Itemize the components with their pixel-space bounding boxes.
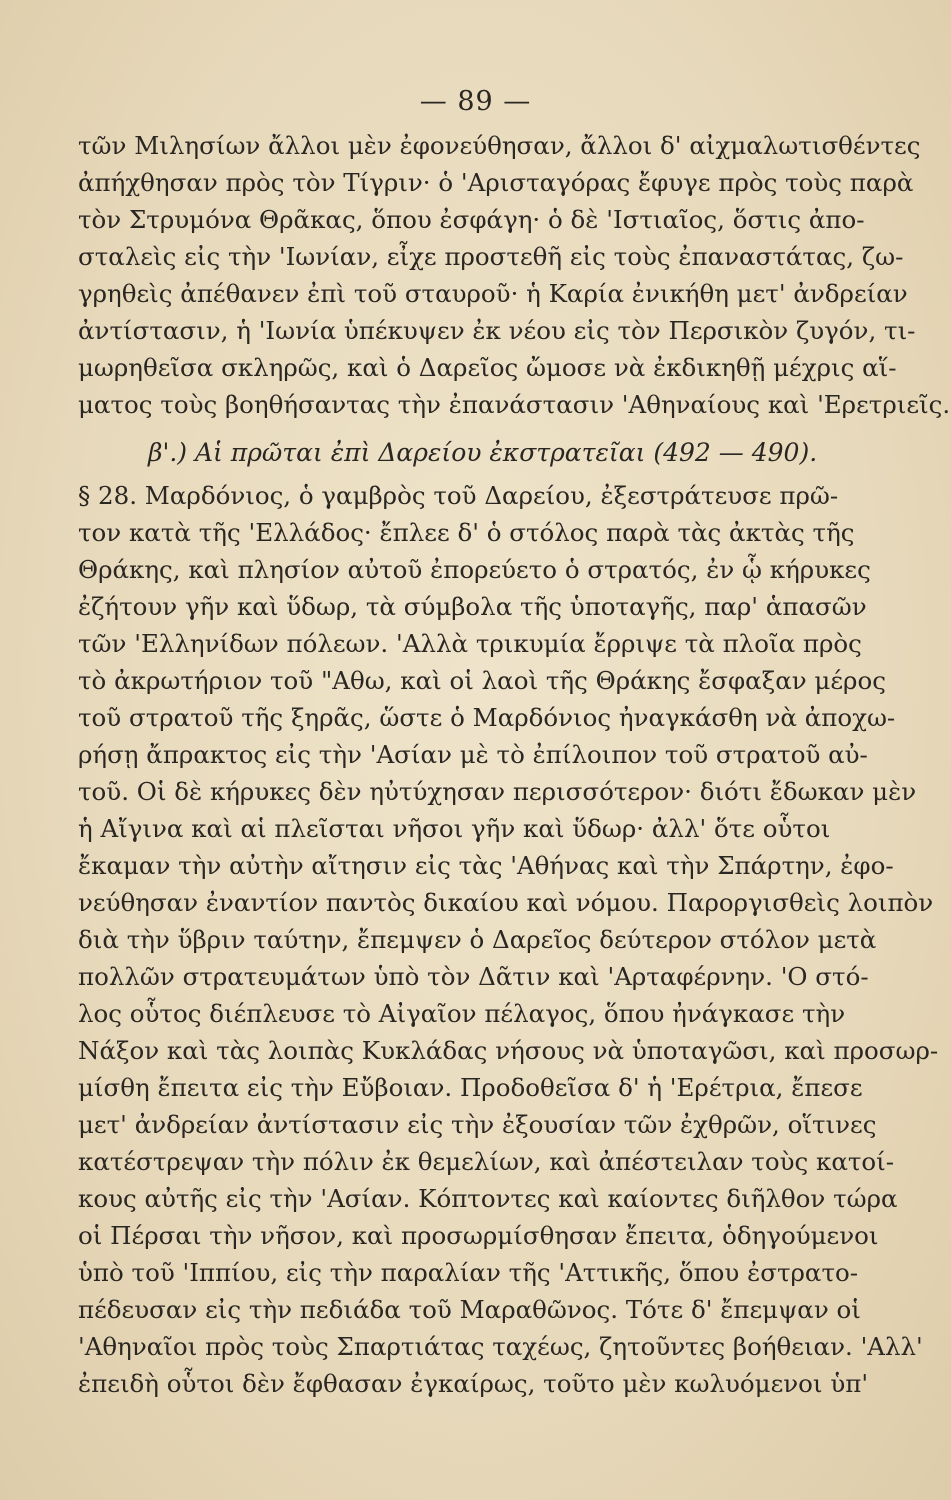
text-line: τὸ ἀκρωτήριον τοῦ "Αθω, καὶ οἱ λαοὶ τῆς Θράκης ἔσφαξαν μέρος	[78, 666, 886, 695]
text-line: μετ' ἀνδρείαν ἀντίστασιν εἰς τὴν ἐξουσίαν τῶν ἐχθρῶν, οἵτινες	[78, 1110, 877, 1139]
text-line: κατέστρεψαν τὴν πόλιν ἐκ θεμελίων, καὶ ἀπέστειλαν τοὺς κατοί-	[78, 1147, 895, 1176]
text-line: ἐζήτουν γῆν καὶ ὕδωρ, τὰ σύμβολα τῆς ὑποταγῆς, παρ' ἁπασῶν	[78, 592, 867, 621]
text-line: τῶν Μιλησίων ἄλλοι μὲν ἐφονεύθησαν, ἄλλοι δ' αἰχμαλωτισθέντες	[78, 131, 921, 160]
text-line: § 28. Μαρδόνιος, ὁ γαμβρὸς τοῦ Δαρείου, ἐξεστράτευσε πρῶ-	[78, 481, 839, 510]
text-line: τοῦ. Οἱ δὲ κήρυκες δὲν ηὐτύχησαν περισσότερον· διότι ἔδωκαν μὲν	[78, 777, 917, 806]
text-line: ἀντίστασιν, ἡ 'Ιωνία ὑπέκυψεν ἐκ νέου εἰς τὸν Περσικὸν ζυγόν, τι-	[78, 316, 916, 345]
text-line: νεύθησαν ἐναντίον παντὸς δικαίου καὶ νόμου. Παροργισθεὶς λοιπὸν	[78, 888, 934, 917]
text-line: λος οὗτος διέπλευσε τὸ Αἰγαῖον πέλαγος, ὅπου ἠνάγκασε τὴν	[78, 999, 846, 1028]
text-line: ὑπὸ τοῦ 'Ιππίου, εἰς τὴν παραλίαν τῆς 'Αττικῆς, ὅπου ἐστρατο-	[78, 1258, 859, 1287]
text-line: 'Αθηναῖοι πρὸς τοὺς Σπαρτιάτας ταχέως, ζητοῦντες βοήθειαν. 'Αλλ'	[78, 1332, 923, 1361]
text-line: τὸν Στρυμόνα Θρᾶκας, ὅπου ἐσφάγη· ὁ δὲ 'Ιστιαῖος, ὅστις ἀπο-	[78, 205, 865, 234]
text-line: ἐπειδὴ οὗτοι δὲν ἔφθασαν ἐγκαίρως, τοῦτο μὲν κωλυόμενοι ὑπ'	[78, 1369, 869, 1398]
section-heading: β'.) Αἱ πρῶται ἐπὶ Δαρείου ἐκστρατεῖαι (492 — 490).	[148, 438, 818, 467]
text-line: μωρηθεῖσα σκληρῶς, καὶ ὁ Δαρεῖος ὤμοσε νὰ ἐκδικηθῇ μέχρις αἵ-	[78, 353, 897, 382]
text-line: ἡ Αἴγινα καὶ αἱ πλεῖσται νῆσοι γῆν καὶ ὕδωρ· ἀλλ' ὅτε οὗτοι	[78, 814, 831, 843]
text-line: γρηθεὶς ἀπέθανεν ἐπὶ τοῦ σταυροῦ· ἡ Καρία ἐνικήθη μετ' ἀνδρείαν	[78, 279, 908, 308]
text-line: μίσθη ἔπειτα εἰς τὴν Εὔβοιαν. Προδοθεῖσα δ' ἡ 'Ερέτρια, ἔπεσε	[78, 1073, 863, 1102]
text-line: ἀπήχθησαν πρὸς τὸν Τίγριν· ὁ 'Αρισταγόρας ἔφυγε πρὸς τοὺς παρὰ	[78, 168, 914, 197]
text-line: κους αὐτῆς εἰς τὴν 'Ασίαν. Κόπτοντες καὶ καίοντες διῆλθον τώρα	[78, 1184, 898, 1213]
text-line: πέδευσαν εἰς τὴν πεδιάδα τοῦ Μαραθῶνος. Τότε δ' ἔπεμψαν οἱ	[78, 1295, 861, 1324]
text-line: πολλῶν στρατευμάτων ὑπὸ τὸν Δᾶτιν καὶ 'Αρταφέρνην. 'Ο στό-	[78, 962, 869, 991]
text-line: Θράκης, καὶ πλησίον αὐτοῦ ἐπορεύετο ὁ στρατός, ἐν ᾧ κήρυκες	[78, 555, 871, 584]
text-line: ματος τοὺς βοηθήσαντας τὴν ἐπανάστασιν 'Αθηναίους καὶ 'Ερετριεῖς.	[78, 390, 951, 419]
text-line: σταλεὶς εἰς τὴν 'Ιωνίαν, εἶχε προστεθῆ εἰς τοὺς ἐπαναστάτας, ζω-	[78, 242, 904, 271]
text-line: Νάξον καὶ τὰς λοιπὰς Κυκλάδας νήσους νὰ ὑποταγῶσι, καὶ προσωρ-	[78, 1036, 939, 1065]
page-number: — 89 —	[419, 86, 532, 117]
text-line: οἱ Πέρσαι τὴν νῆσον, καὶ προσωρμίσθησαν ἔπειτα, ὁδηγούμενοι	[78, 1221, 879, 1250]
text-line: τῶν 'Ελληνίδων πόλεων. 'Αλλὰ τρικυμία ἔρριψε τὰ πλοῖα πρὸς	[78, 629, 862, 658]
text-line: ρήσῃ ἄπρακτος εἰς τὴν 'Ασίαν μὲ τὸ ἐπίλοιπον τοῦ στρατοῦ αὐ-	[78, 740, 868, 769]
text-line: τον κατὰ τῆς 'Ελλάδος· ἔπλεε δ' ὁ στόλος παρὰ τὰς ἀκτὰς τῆς	[78, 518, 855, 547]
text-line: ἔκαμαν τὴν αὐτὴν αἴτησιν εἰς τὰς 'Αθήνας καὶ τὴν Σπάρτην, ἐφο-	[78, 851, 894, 880]
body-text	[78, 127, 951, 1402]
text-line: τοῦ στρατοῦ τῆς ξηρᾶς, ὥστε ὁ Μαρδόνιος ἠναγκάσθη νὰ ἀποχω-	[78, 703, 896, 732]
text-line: διὰ τὴν ὕβριν ταύτην, ἔπεμψεν ὁ Δαρεῖος δεύτερον στόλον μετὰ	[78, 925, 877, 954]
